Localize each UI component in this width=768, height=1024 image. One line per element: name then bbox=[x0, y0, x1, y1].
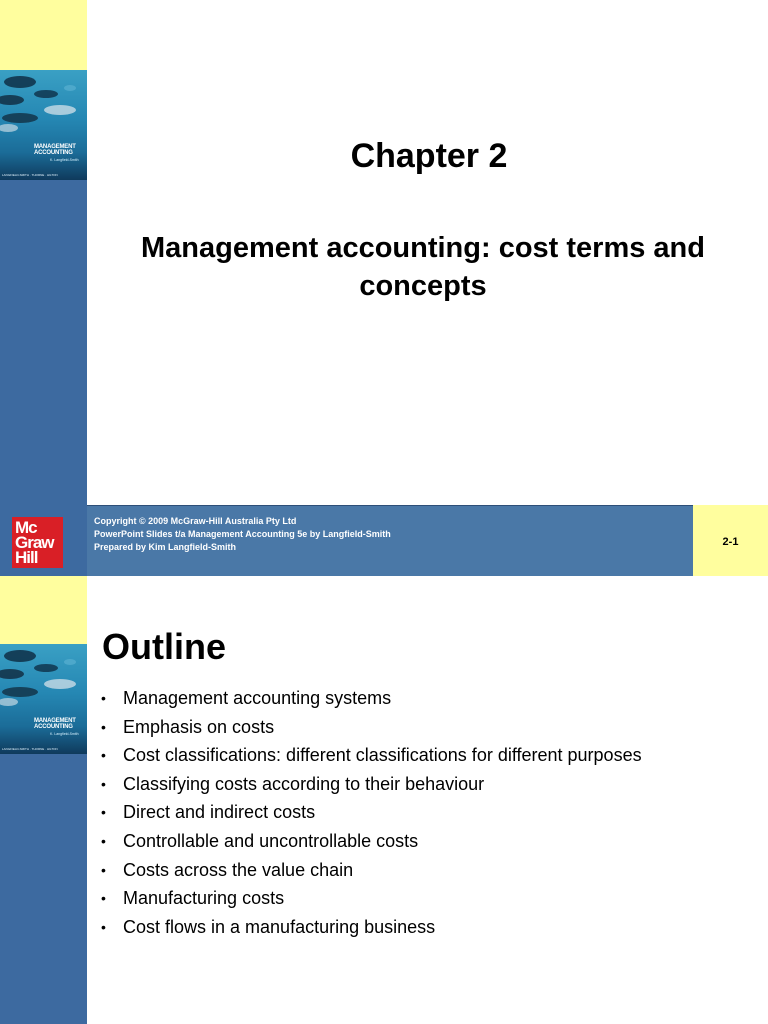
cover-subtitle: K. Langfield-Smith bbox=[50, 158, 79, 162]
list-item: • Cost flows in a manufacturing business bbox=[101, 915, 642, 944]
list-item: • Cost classifications: different classifications for different purposes bbox=[101, 743, 642, 772]
copyright-line-2: PowerPoint Slides t/a Management Accounting 5e by Langfield-Smith bbox=[94, 529, 391, 539]
mcgraw-hill-logo: Mc Graw Hill bbox=[12, 517, 63, 568]
list-item: • Classifying costs according to their behaviour bbox=[101, 772, 642, 801]
book-cover-image bbox=[0, 644, 87, 754]
slide-footer bbox=[0, 505, 768, 576]
book-cover-image bbox=[0, 70, 87, 180]
penguins-illustration bbox=[0, 644, 87, 754]
page-number: 2-1 bbox=[722, 536, 739, 548]
list-item: • Management accounting systems bbox=[101, 686, 642, 715]
list-item: • Direct and indirect costs bbox=[101, 800, 642, 829]
list-item: • Controllable and uncontrollable costs bbox=[101, 829, 642, 858]
copyright-line-3: Prepared by Kim Langfield-Smith bbox=[94, 542, 237, 552]
side-strip-yellow bbox=[0, 576, 87, 644]
outline-bullet-list bbox=[101, 686, 642, 943]
side-strip-yellow bbox=[0, 0, 87, 70]
penguins-illustration bbox=[0, 70, 87, 180]
list-item: • Emphasis on costs bbox=[101, 715, 642, 744]
chapter-subtitle: Management accounting: cost terms and concepts bbox=[141, 232, 705, 302]
cover-authors: LANGFIELD-SMITH · THORNE · HILTON bbox=[2, 173, 58, 177]
cover-title-line1: MANAGEMENT bbox=[34, 144, 76, 150]
cover-authors: LANGFIELD-SMITH · THORNE · HILTON bbox=[2, 747, 58, 751]
copyright-line-1: Copyright © 2009 McGraw-Hill Australia Pty Ltd bbox=[94, 516, 297, 526]
side-strip-blue bbox=[0, 180, 87, 505]
chapter-title: Chapter 2 bbox=[350, 137, 508, 175]
cover-title-line2: ACCOUNTING bbox=[34, 150, 73, 156]
outline-slide bbox=[0, 576, 768, 1024]
list-item: • Manufacturing costs bbox=[101, 886, 642, 915]
outline-title: Outline bbox=[102, 626, 226, 667]
cover-title-line1: MANAGEMENT bbox=[34, 718, 76, 724]
cover-title-line2: ACCOUNTING bbox=[34, 724, 73, 730]
list-item: • Costs across the value chain bbox=[101, 858, 642, 887]
cover-subtitle: K. Langfield-Smith bbox=[50, 732, 79, 736]
side-strip-blue bbox=[0, 754, 87, 1024]
